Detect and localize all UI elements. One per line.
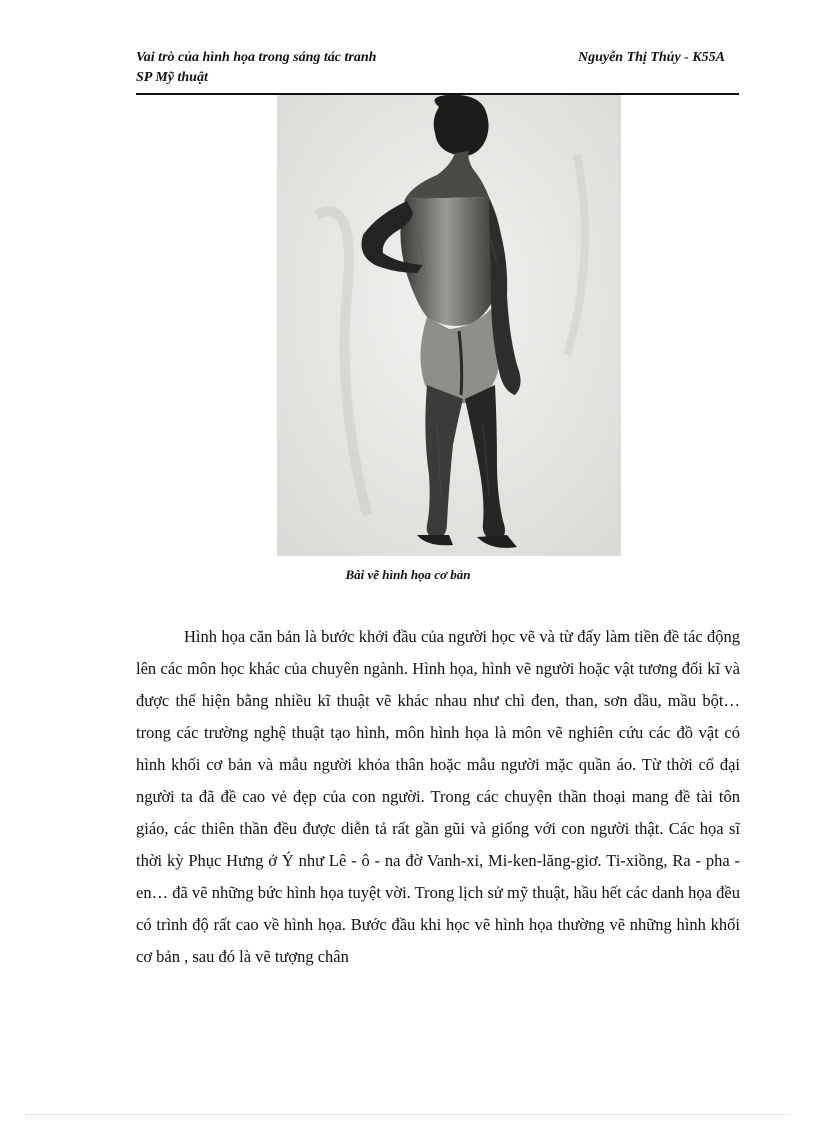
page-header: [136, 48, 739, 95]
header-title-line2: SP Mỹ thuật: [136, 70, 208, 85]
header-title: [136, 48, 376, 88]
body-paragraph: Hình họa căn bản là bước khởi đầu của người học vẽ và từ đấy làm tiền đề tác động lên các môn học khác của chuyên ngành. Hình họa, hình vẽ người hoặc vật tương đối kĩ và được thể hiện bằng nhiều kĩ thuật vẽ khác nhau như chì đen, than, sơn dầu, mầu bột… trong các trường nghệ thuật tạo hình, môn hình họa là môn vẽ nghiên cứu các đồ vật có hình khối cơ bản và mẫu người khỏa thân hoặc mẫu người mặc quần áo. Từ thời cổ đại người ta đã đề cao vẻ đẹp của con người. Trong các chuyện thần thoại mang đề tài tôn giáo, các thiên thần đều được diễn tả rất gần gũi và giống với con người thật. Các họa sĩ thời kỳ Phục Hưng ở Ý như Lê - ô - na đờ Vanh-xi, Mi-ken-lăng-giơ. Ti-xiồng, Ra - pha - en… đã vẽ những bức hình họa tuyệt vời. Trong lịch sử mỹ thuật, hầu hết các danh họa đều có trình độ rất cao về hình họa. Bước đầu khi học vẽ hình họa thường vẽ những hình khối cơ bản , sau đó là vẽ tượng chân: [136, 627, 740, 966]
figure-caption: Bài vẽ hình họa cơ bản: [345, 567, 471, 582]
header-author: Nguyễn Thị Thúy - K55A: [577, 50, 725, 65]
body-text: [136, 621, 740, 973]
header-title-line1: Vai trò của hình họa trong sáng tác tranh: [136, 50, 377, 65]
footer-divider: [26, 1114, 790, 1115]
figure-drawing: [277, 95, 621, 556]
charcoal-figure-drawing: [277, 95, 621, 556]
